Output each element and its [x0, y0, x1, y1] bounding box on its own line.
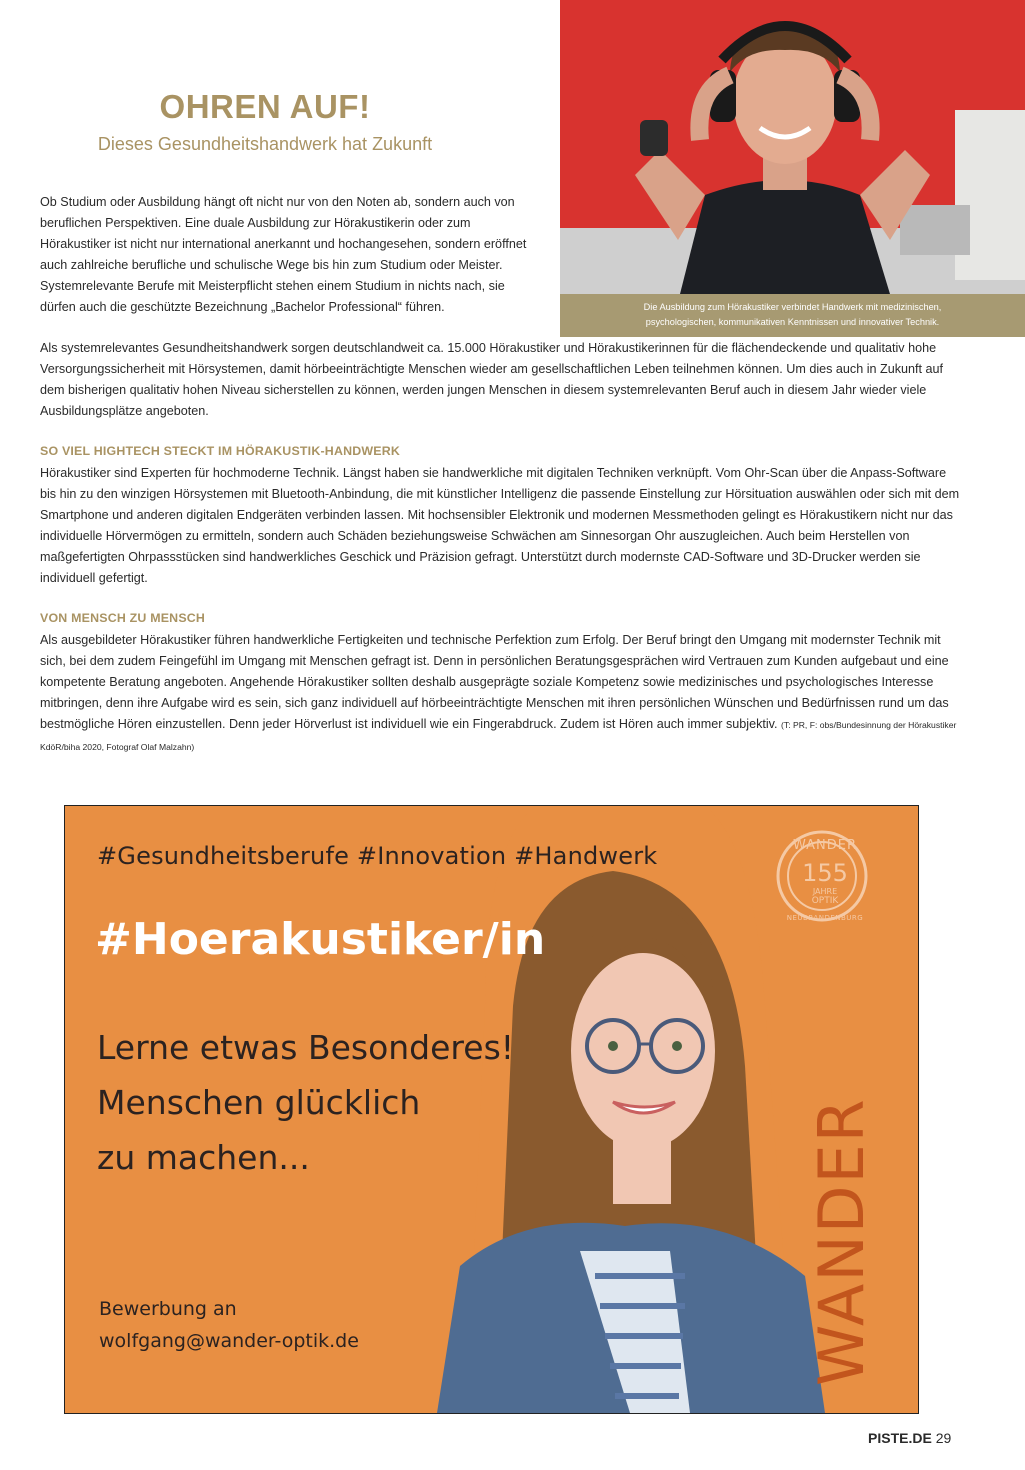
- section-heading-mensch: VON MENSCH ZU MENSCH: [40, 611, 206, 625]
- advertisement-wander-optik: [64, 805, 919, 1414]
- badge-jahre: JAHRE: [812, 887, 838, 896]
- ad-email-link[interactable]: wolfgang@wander-optik.de: [99, 1330, 359, 1352]
- magazine-name: PISTE.DE: [868, 1430, 932, 1446]
- ad-apply-label: Bewerbung an: [99, 1298, 237, 1320]
- ad-tags: #Gesundheitsberufe #Innovation #Handwerk: [97, 842, 658, 870]
- article-title: OHREN AUF!: [159, 88, 371, 125]
- badge-city: NEUBRANDENBURG: [786, 914, 864, 922]
- photo-caption-line: Die Ausbildung zum Hörakustiker verbindet Handwerk mit medizinischen,: [643, 302, 942, 312]
- section-heading-hightech: SO VIEL HIGHTECH STECKT IM HÖRAKUSTIK-HANDWERK: [40, 444, 401, 458]
- article-intro: Ob Studium oder Ausbildung hängt oft nicht nur von den Noten ab, sondern auch von beruflichen Perspektiven. Eine duale Ausbildung zur Hörakustikerin oder zum Hörakustiker ist nicht nur international anerkannt und hochangesehen, sondern eröffnet auch zahlreiche berufliche und schulische Wege bis hin zum Studium oder Meister. Systemrelevante Berufe mit Meisterpflicht stehen einem Studium in nichts nach, sie dürfen auch die geschützte Bezeichnung „Bachelor Professional“ führen.: [40, 195, 527, 314]
- wander-brand-logo: WANDER: [805, 1097, 878, 1386]
- article-photo: [560, 0, 1025, 294]
- ad-slogan-line: Lerne etwas Besonderes!: [97, 1028, 514, 1067]
- anniversary-badge: [765, 838, 885, 948]
- article-paragraph: Als systemrelevantes Gesundheitshandwerk sorgen deutschlandweit ca. 15.000 Hörakustiker und Hörakustikerinnen für die flächendeckende und qualitativ hohe Versorgungssicherheit mit Hörsystemen, damit hörbeeinträchtigte Menschen wieder am gesellschaftlichen Leben teilnehmen können. Um dies auch in Zukunft auf dem bisherigen qualitativ hohen Niveau sicherstellen zu können, werden jungen Menschen in diesem systemrelevanten Beruf auch in diesem Jahr wieder viele Ausbildungsplätze angeboten.: [40, 341, 944, 418]
- badge-optik: OPTIK: [811, 896, 839, 906]
- page-footer: [868, 1430, 951, 1446]
- badge-number: 155: [802, 859, 848, 887]
- photo-caption-line: psychologischen, kommunikativen Kenntnissen und innovativer Technik.: [645, 317, 940, 327]
- photo-caption: [560, 294, 1025, 337]
- ad-slogan-line: Menschen glücklich: [97, 1083, 421, 1122]
- article-subtitle: Dieses Gesundheitshandwerk hat Zukunft: [97, 134, 433, 154]
- ad-slogan-line: zu machen...: [97, 1138, 310, 1177]
- page-number: 29: [935, 1430, 952, 1446]
- article-paragraph: Hörakustiker sind Experten für hochmoderne Technik. Längst haben sie handwerkliche mit digitalen Techniken verknüpft. Vom Ohr-Scan über die Anpass-Software bis hin zu den winzigen Hörsystemen mit Bluetooth-Anbindung, die mit künstlicher Intelligenz die passende Einstellung zur Hörsituation auswählen oder sich mit dem Smartphone und anderen digitalen Endgeräten verbinden lassen. Mit hochsensibler Elektronik und modernen Messmethoden gelingt es Hörakustikern nicht nur das individuelle Hörvermögen zu ermitteln, sondern auch Schäden beziehungsweise Schwächen am Sinnesorgan Ohr auszugleichen. Auch beim Herstellen von maßgefertigten Ohrpassstücken sind handwerkliches Geschick und Präzision gefragt. Unterstützt durch modernste CAD-Software und 3D-Drucker werden sie individuell gefertigt.: [40, 466, 960, 585]
- badge-top-label: WANDER: [792, 838, 858, 853]
- article-paragraph: [40, 630, 960, 758]
- article-paragraph-text: Als ausgebildeter Hörakustiker führen handwerkliche Fertigkeiten und technische Perfektion zum Erfolg. Der Beruf bringt den Umgang mit modernster Technik mit sich, bei dem zudem Feingefühl im Umgang mit Menschen gefragt ist. Denn in persönlichen Beratungsgesprächen wird Vertrauen zum Kunden aufgebaut und eine kompetente Beratung angeboten. Angehende Hörakustiker sollten deshalb ausgeprägte soziale Kompetenz sowie medizinisches und psychologisches Interesse mitbringen, denn ihre Aufgabe wird es sein, sich ganz individuell auf hörbeeinträchtigte Menschen mit ihren persönlichen Wünschen und Bedürfnissen rund um das bestmögliche Hören einzustellen. Denn jeder Hörverlust ist individuell wie ein Fingerabdruck. Zudem ist Hören auch immer subjektiv.: [40, 633, 949, 731]
- photo-credit: (T: PR, F: obs/Bundesinnung der Hörakustiker KdöR/biha 2020, Fotograf Olaf Malzahn): [40, 720, 957, 752]
- ad-hashtag: #Hoerakustiker/in: [95, 914, 546, 965]
- headphones-man-illustration: [560, 0, 1025, 294]
